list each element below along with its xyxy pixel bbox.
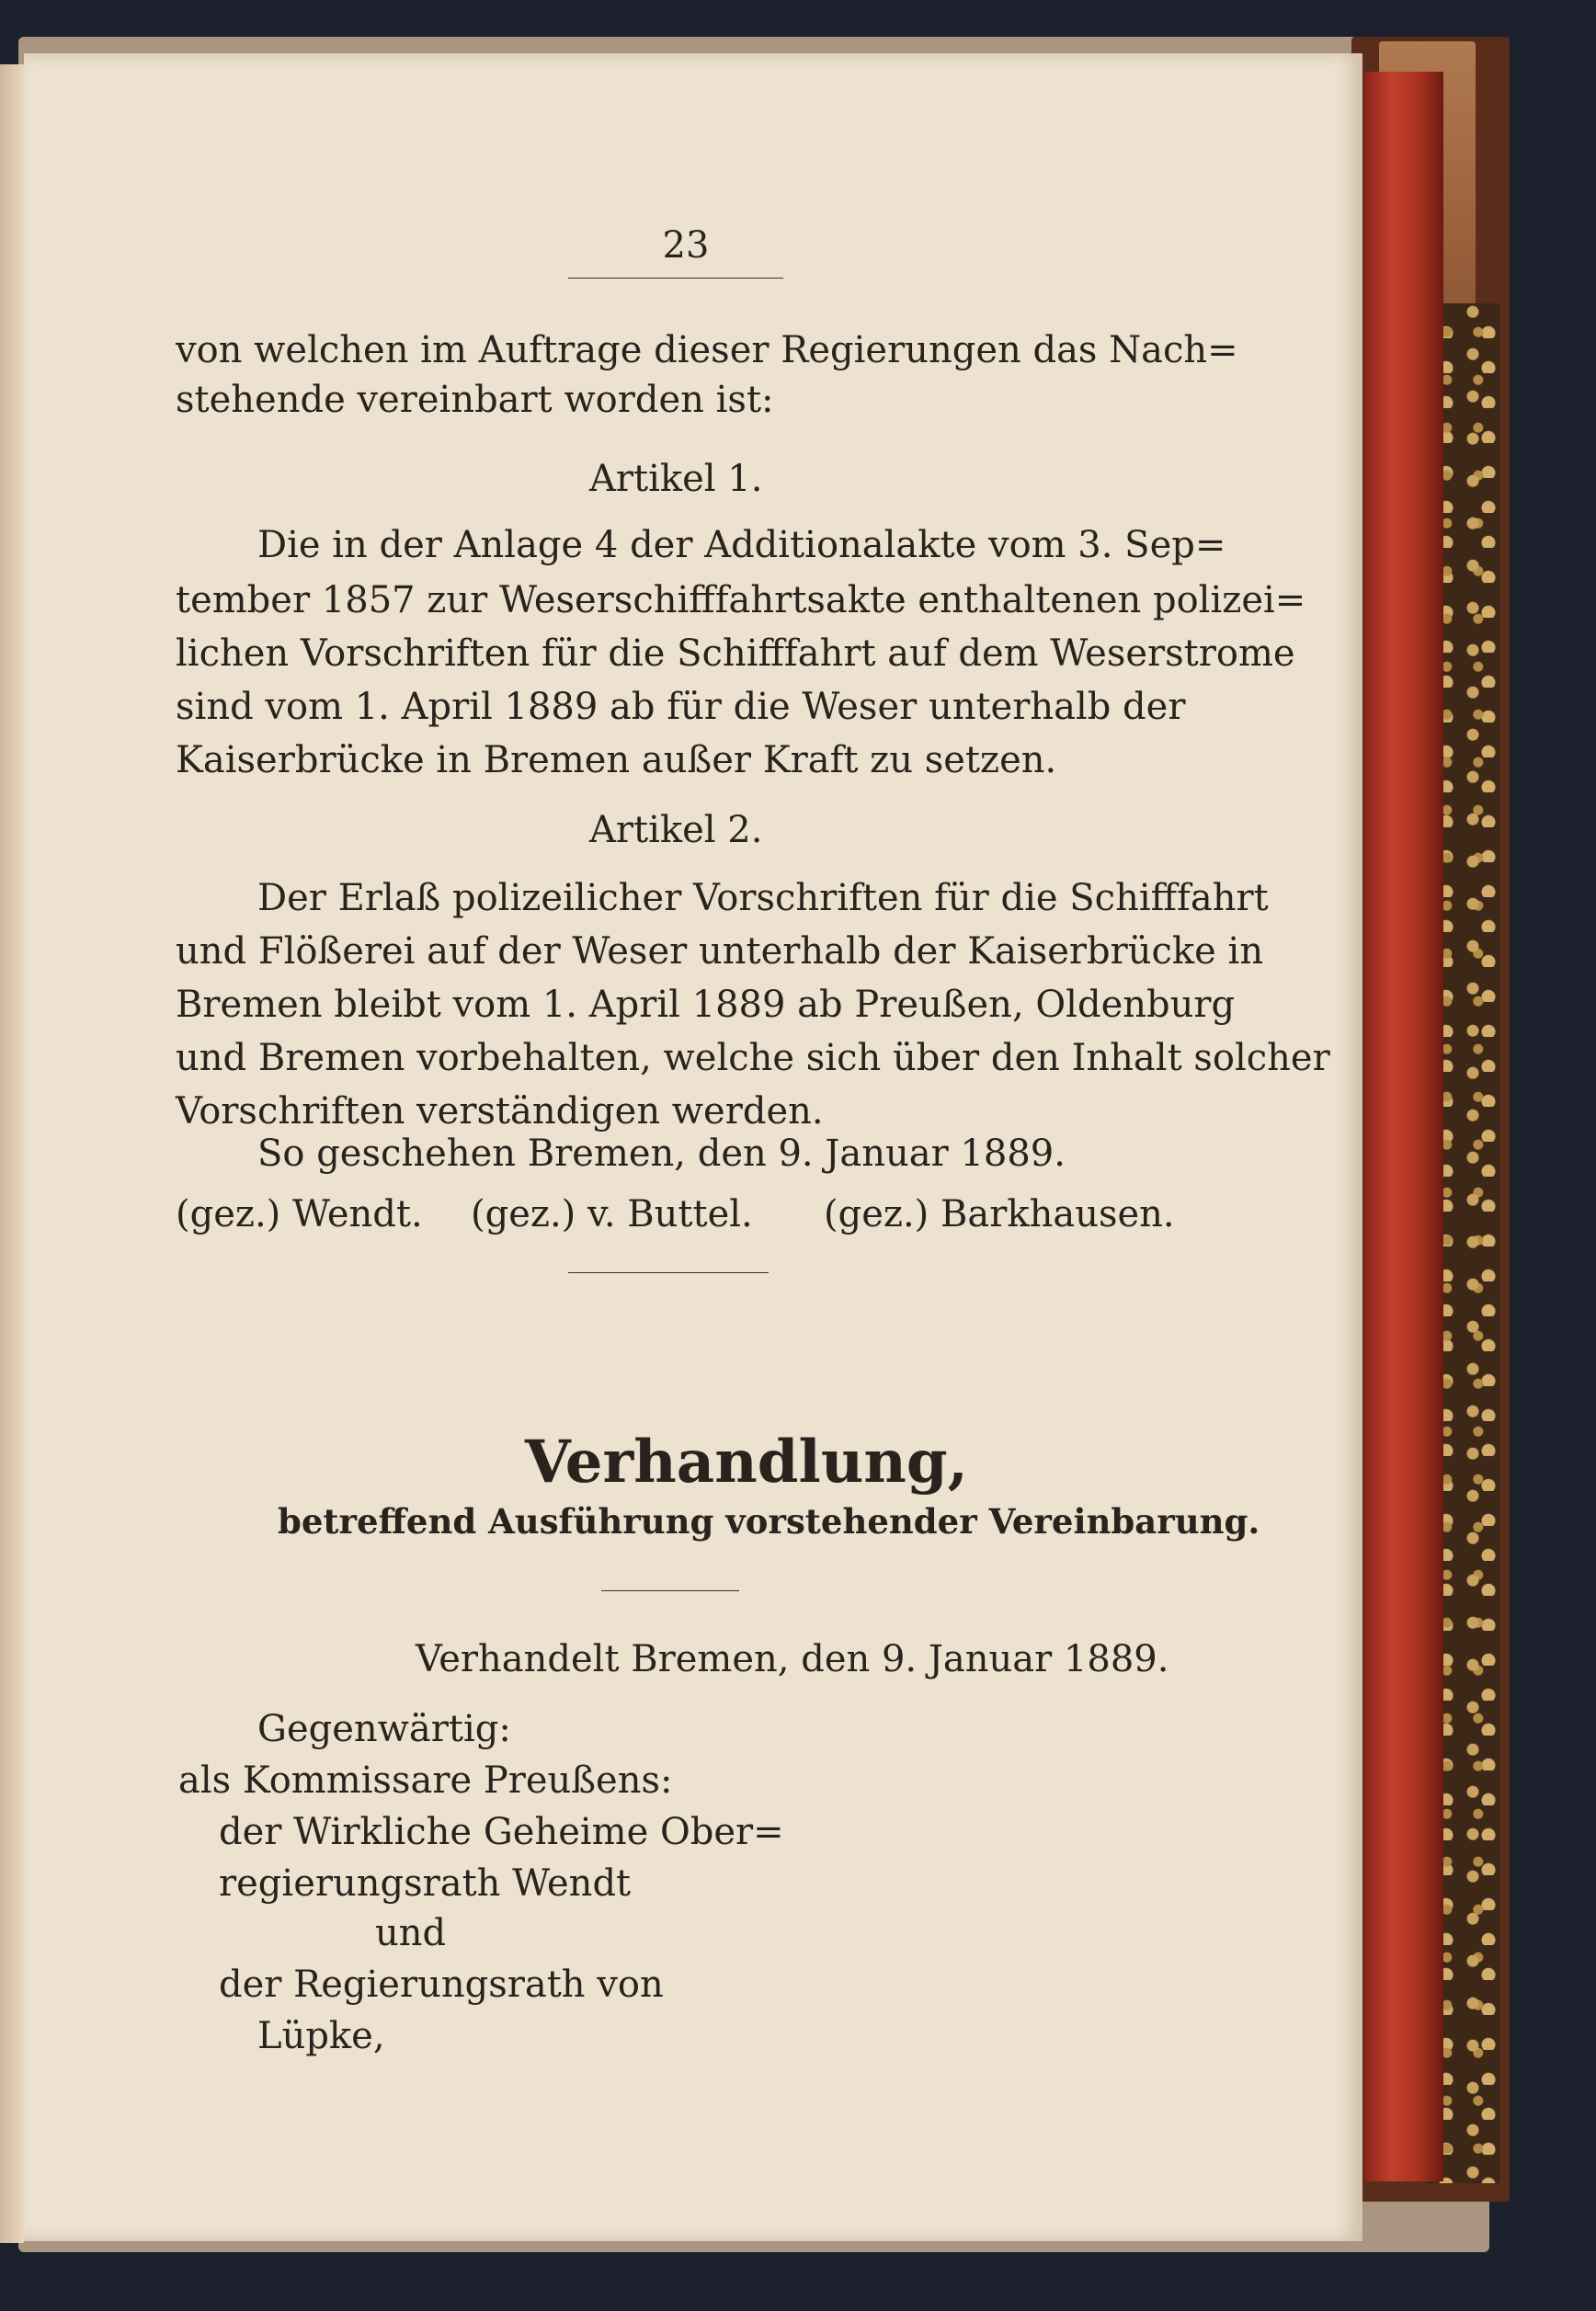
commissioner-line-1: als Kommissare Preußens:	[178, 1759, 673, 1802]
article-2-line-5: Vorschriften verständigen werden.	[176, 1090, 824, 1133]
page-number-rule	[568, 278, 783, 279]
subheading-rule	[601, 1590, 739, 1591]
commissioner-line-3: regierungsrath Wendt	[219, 1862, 632, 1905]
section-divider	[568, 1272, 769, 1273]
article-1-line-5: Kaiserbrücke in Bremen außer Kraft zu setzen.	[176, 739, 1057, 781]
article-2-heading: Artikel 2.	[589, 809, 763, 851]
article-1-line-1: Die in der Anlage 4 der Additionalakte vom 3. Sep=	[257, 524, 1226, 566]
intro-line-1: von welchen im Auftrage dieser Regierungen das Nach=	[176, 329, 1238, 371]
article-2-line-2: und Flößerei auf der Weser unterhalb der Kaiserbrücke in	[176, 930, 1264, 973]
article-1-line-2: tember 1857 zur Weserschifffahrtsakte enthaltenen polizei=	[176, 579, 1306, 621]
article-2-line-3: Bremen bleibt vom 1. April 1889 ab Preußen, Oldenburg	[176, 984, 1236, 1026]
intro-line-2: stehende vereinbart worden ist:	[176, 379, 774, 421]
red-page-edge	[1364, 72, 1443, 2181]
left-page-edge	[0, 64, 24, 2243]
signature-barkhausen: (gez.) Barkhausen.	[824, 1193, 1175, 1235]
section-heading: Verhandlung,	[525, 1428, 968, 1497]
article-1-heading: Artikel 1.	[589, 458, 763, 500]
commissioner-line-4: und	[375, 1912, 447, 1954]
book-page	[24, 53, 1362, 2241]
commissioner-line-5: der Regierungsrath von	[219, 1964, 664, 2006]
section-subheading: betreffend Ausführung vorstehender Vereinbarung.	[278, 1501, 1260, 1542]
signature-wendt: (gez.) Wendt.	[176, 1193, 423, 1235]
article-2-line-1: Der Erlaß polizeilicher Vorschriften für die Schifffahrt	[257, 877, 1269, 919]
article-1-line-3: lichen Vorschriften für die Schifffahrt auf dem Weserstrome	[176, 632, 1295, 675]
article-1-line-4: sind vom 1. April 1889 ab für die Weser unterhalb der	[176, 686, 1186, 728]
closing-line: So geschehen Bremen, den 9. Januar 1889.	[257, 1133, 1066, 1175]
present-label: Gegenwärtig:	[257, 1708, 511, 1750]
signature-buttel: (gez.) v. Buttel.	[471, 1193, 753, 1235]
place-date-line: Verhandelt Bremen, den 9. Januar 1889.	[416, 1638, 1169, 1680]
commissioner-line-6: Lüpke,	[257, 2015, 385, 2057]
page-number: 23	[662, 224, 710, 267]
commissioner-line-2: der Wirkliche Geheime Ober=	[219, 1811, 784, 1853]
article-2-line-4: und Bremen vorbehalten, welche sich über den Inhalt solcher	[176, 1037, 1330, 1079]
